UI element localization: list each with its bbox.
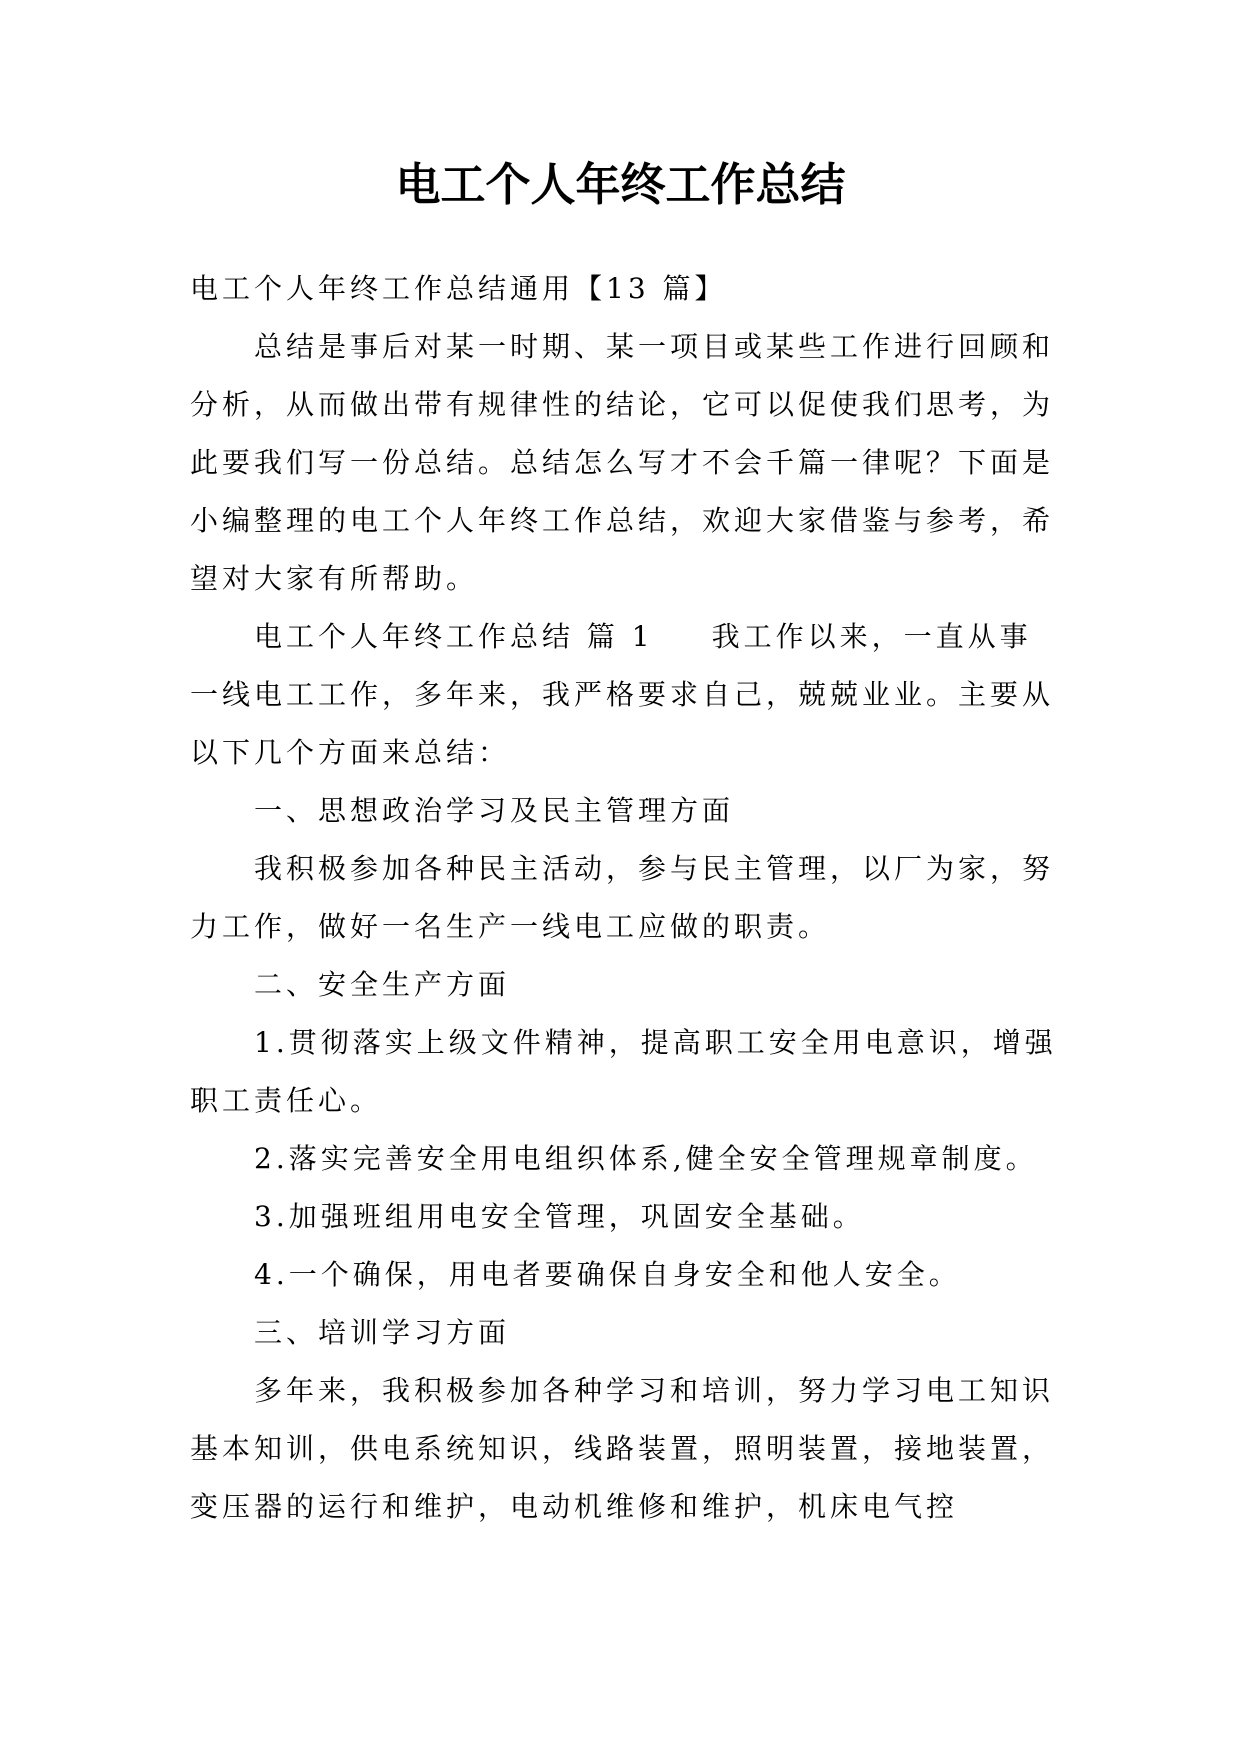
list-item-4: 4.一个确保，用电者要确保自身安全和他人安全。 (254, 1258, 961, 1291)
intro-paragraph: 总结是事后对某一时期、某一项目或某些工作进行回顾和分析，从而做出带有规律性的结论，它可以促使我们思考，为此要我们写一份总结。总结怎么写才不会千篇一律呢？下面是小编整理的电工个人年终工作总结，欢迎大家借鉴与参考，希望对大家有所帮助。 (190, 330, 1055, 595)
article1-lead: 我工作以来，一直从事一线电工工作，多年来，我严格要求自己，兢兢业业。主要从以下几个方面来总结： (190, 620, 1055, 769)
article1-paragraph (190, 608, 1062, 782)
list-item-2: 2.落实完善安全用电组织体系,健全安全管理规章制度。 (254, 1142, 1038, 1175)
section3-text: 多年来，我积极参加各种学习和培训，努力学习电工知识基本知训，供电系统知识，线路装置，照明装置，接地装置，变压器的运行和维护，电动机维修和维护，机床电气控 (190, 1374, 1055, 1523)
section1-text: 我积极参加各种民主活动，参与民主管理，以厂为家，努力工作，做好一名生产一线电工应做的职责。 (190, 852, 1055, 943)
document-body (190, 260, 1062, 1536)
article1-heading: 电工个人年终工作总结 篇 1 (254, 620, 654, 653)
section2-heading: 二、安全生产方面 (254, 968, 511, 1001)
section3-heading: 三、培训学习方面 (254, 1316, 511, 1349)
document-title: 电工个人年终工作总结 (395, 158, 846, 211)
section1-heading: 一、思想政治学习及民主管理方面 (254, 794, 735, 827)
document-subtitle: 电工个人年终工作总结通用【13 篇】 (190, 272, 727, 305)
list-item-1: 1.贯彻落实上级文件精神，提高职工安全用电意识，增强职工责任心。 (190, 1026, 1057, 1117)
list-item-3: 3.加强班组用电安全管理，巩固安全基础。 (254, 1200, 865, 1233)
